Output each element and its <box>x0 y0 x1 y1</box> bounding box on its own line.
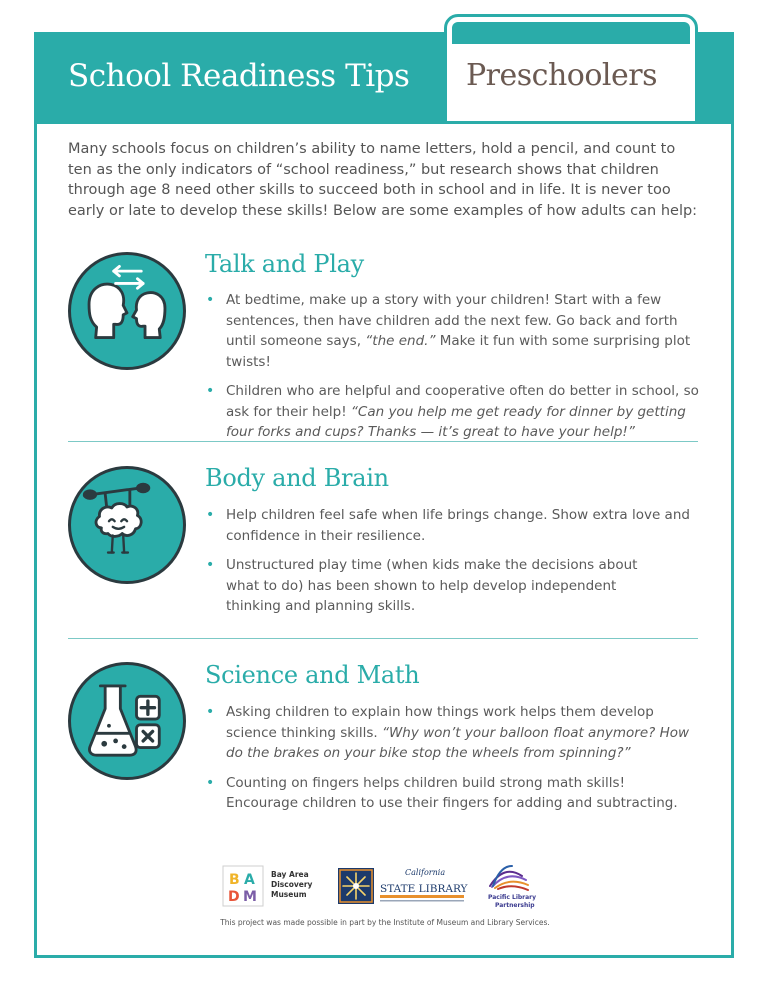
badm-letter: A <box>244 872 255 888</box>
badm-letter: D <box>228 889 240 905</box>
intro-paragraph: Many schools focus on children’s ability to name letters, hold a pencil, and count to ten as the only indicators of “school readiness,” but research shows that children through age 8 need other skills to succeed both in school and in life. It is never too early or late to develop these skills! Below are some examples of how adults can help: <box>68 141 698 219</box>
section-title-science-math: Science and Math <box>205 661 420 689</box>
list-item: • At bedtime, make up a story with your children! Start with a few sentences, then have children add the next few. Go back and forth until someone says, “the end.” Make it fun with some surprising plot twists! <box>205 290 700 372</box>
badm-letter: M <box>243 889 257 905</box>
section-divider <box>68 638 698 639</box>
section-title-body-brain: Body and Brain <box>205 464 389 492</box>
section-divider <box>68 441 698 442</box>
svg-text:Discovery: Discovery <box>271 880 313 889</box>
badm-letter: B <box>229 872 240 888</box>
list-item: • Unstructured play time (when kids make the decisions about what to do) has been shown to help develop independent thinking and planning skills. <box>205 555 700 617</box>
list-item: • Children who are helpful and cooperative often do better in school, so ask for their help! “Can you help me get ready for dinner by getting four forks and cups? Thanks — it’s great to have your help!” <box>205 381 700 443</box>
talk-play-list <box>205 290 700 452</box>
partner-logos <box>222 862 552 910</box>
california-state-library-logo <box>338 868 469 904</box>
svg-text:Pacific Library: Pacific Library <box>488 894 537 901</box>
svg-text:Bay Area: Bay Area <box>271 870 309 879</box>
svg-text:Partnership: Partnership <box>495 902 535 909</box>
weightlifting-brain-icon <box>68 466 186 584</box>
list-item: • Asking children to explain how things work helps them develop science thinking skills. “Why won’t your balloon float anymore? How do the brakes on your bike stop the wheels from spinning?” <box>205 702 700 764</box>
audience-tab-bar <box>452 22 690 44</box>
flask-math-icon <box>68 662 186 780</box>
list-item: • Help children feel safe when life brings change. Show extra love and confidence in their resilience. <box>205 505 700 546</box>
svg-text:Museum: Museum <box>271 890 307 899</box>
funding-footnote: This project was made possible in part by the Institute of Museum and Library Services. <box>220 918 550 927</box>
section-title-talk-play: Talk and Play <box>205 250 364 278</box>
audience-label: Preschoolers <box>466 58 658 93</box>
science-math-list <box>205 702 700 823</box>
pacific-library-partnership-logo <box>488 866 536 909</box>
talking-heads-icon <box>68 252 186 370</box>
svg-text:California: California <box>405 868 446 877</box>
body-brain-list <box>205 505 700 626</box>
page-title: School Readiness Tips <box>68 58 410 94</box>
bay-area-discovery-museum-logo <box>223 866 313 906</box>
svg-text:STATE LIBRARY: STATE LIBRARY <box>380 883 468 895</box>
list-item: • Counting on fingers helps children build strong math skills! Encourage children to use their fingers for adding and subtracting. <box>205 773 700 814</box>
partner-logos-graphic <box>222 862 552 910</box>
